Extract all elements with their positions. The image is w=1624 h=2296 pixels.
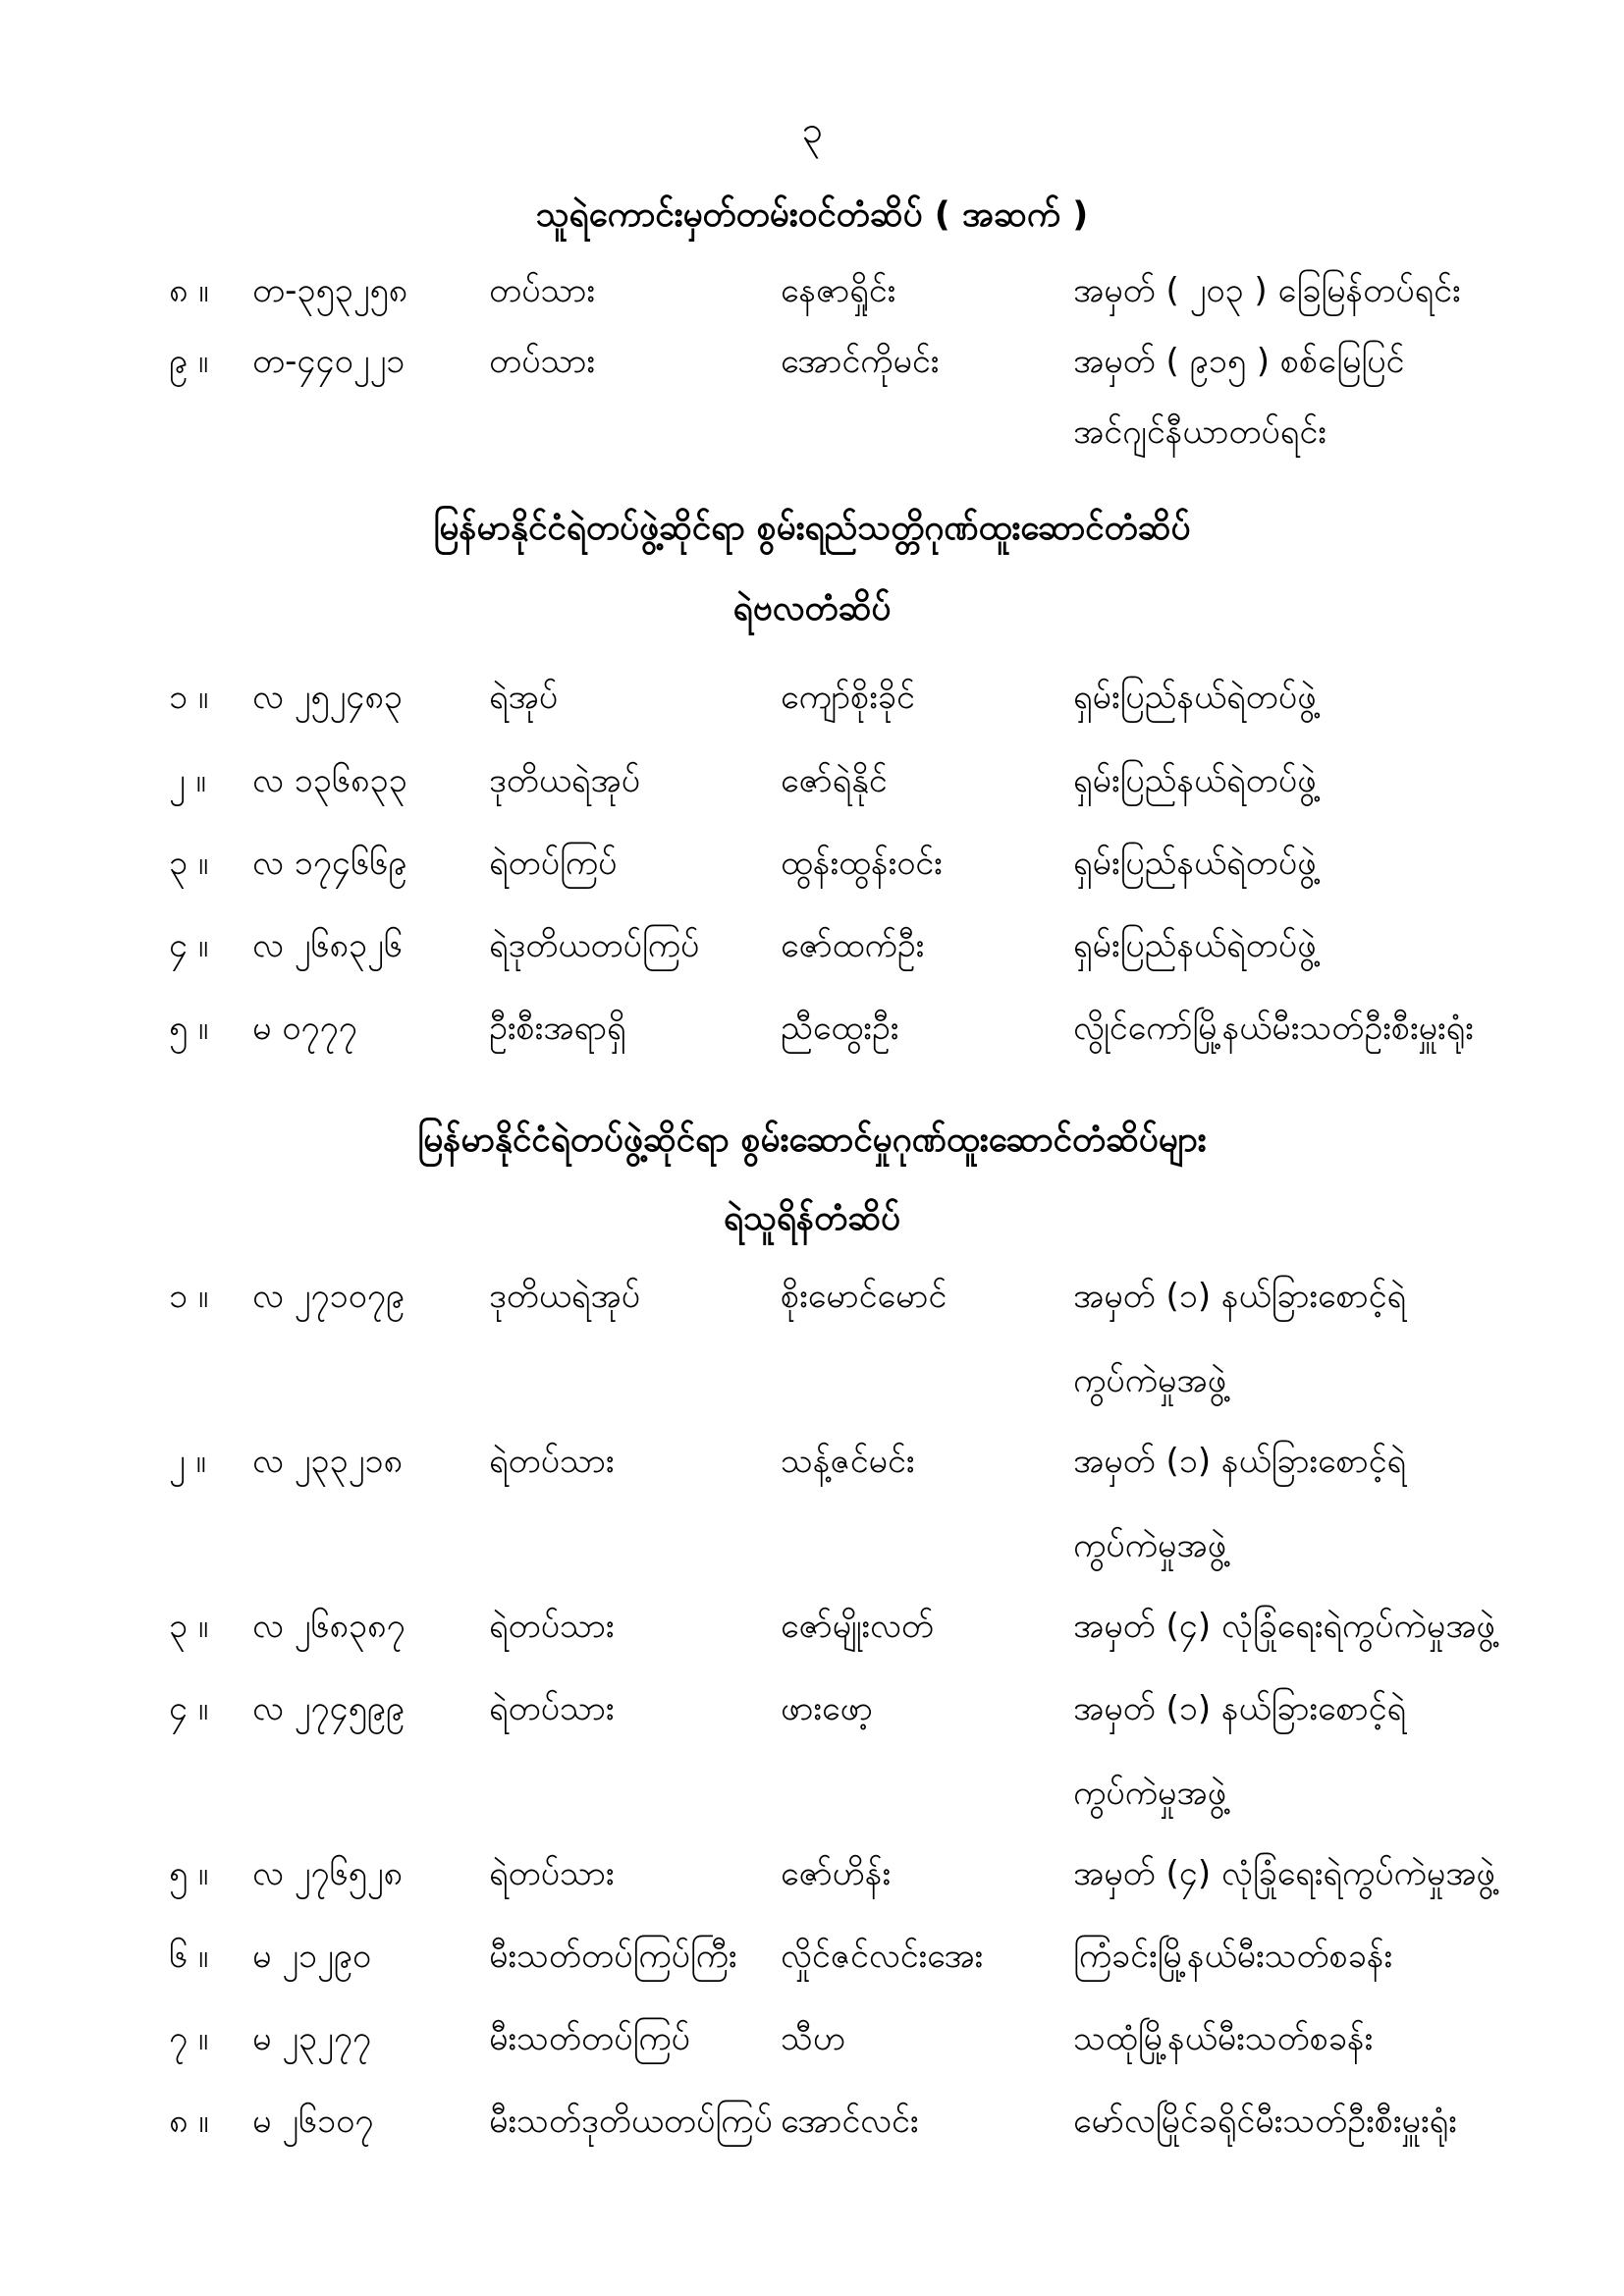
row-number: ၈ ။ [169, 271, 209, 310]
rank: ရဲတပ်ကြပ် [489, 844, 618, 883]
row-number: ၁ ။ [169, 678, 209, 717]
unit: အမှတ် ( ၂၀၃ ) ခြေမြန်တပ်ရင်း [1073, 271, 1461, 310]
table-row [0, 668, 1624, 727]
unit: မော်လမြိုင်ခရိုင်မီးသတ်ဦးစီးမှူးရုံး [1073, 2102, 1457, 2141]
unit: လွိုင်ကော်မြို့နယ်မီးသတ်ဦးစီးမှူးရုံး [1073, 1009, 1474, 1048]
row-number: ၂ ။ [169, 761, 206, 800]
unit: ရှမ်းပြည်နယ်ရဲတပ်ဖွဲ့ [1073, 761, 1317, 800]
table-row [0, 916, 1624, 975]
unit: အမှတ် (၄) လုံခြုံရေးရဲကွပ်ကဲမှုအဖွဲ့ [1073, 1854, 1495, 1893]
table-row [0, 2009, 1624, 2068]
rank: ဒုတိယရဲအုပ် [489, 1277, 640, 1316]
table-row [0, 2092, 1624, 2151]
rank: တပ်သား [489, 271, 595, 310]
row-number: ၁ ။ [169, 1277, 209, 1316]
rank: ဦးစီးအရာရှိ [489, 1009, 626, 1048]
unit: ရှမ်းပြည်နယ်ရဲတပ်ဖွဲ့ [1073, 844, 1317, 883]
section-title-hero-record-medal: သူရဲကောင်းမှတ်တမ်းဝင်တံဆိပ် ( အဆက် ) [535, 195, 1089, 235]
person-name: နေဇာရှိုင်း [781, 271, 896, 310]
service-id: မ ၂၁၂၉၀ [252, 1937, 372, 1976]
table-row [0, 1432, 1624, 1491]
rank: ရဲတပ်သား [489, 1689, 615, 1728]
unit-continuation: ကွပ်ကဲမှုအဖွဲ့ [1073, 1526, 1226, 1565]
rank: မီးသတ်တပ်ကြပ်ကြီး [489, 1937, 737, 1976]
unit: ကြံခင်းမြို့နယ်မီးသတ်စခန်း [1073, 1937, 1393, 1976]
service-id: လ ၂၆၈၃၂၆ [252, 926, 403, 965]
service-id: လ ၂၃၃၂၁၈ [252, 1442, 403, 1481]
service-id: လ ၂၅၂၄၈၃ [252, 678, 403, 717]
unit: ရှမ်းပြည်နယ်ရဲတပ်ဖွဲ့ [1073, 678, 1317, 717]
row-number: ၂ ။ [169, 1442, 206, 1481]
service-id: မ ၂၆၁၀၇ [252, 2102, 374, 2141]
person-name: ဇော်ထက်ဦး [781, 926, 925, 965]
service-id: တ-၄၄၀၂၂၁ [252, 342, 406, 381]
person-name: ဇော်မျိုးလတ် [781, 1607, 934, 1646]
unit-continuation: အင်ဂျင်နီယာတပ်ရင်း [1073, 412, 1326, 452]
unit: အမှတ် (၄) လုံခြုံရေးရဲကွပ်ကဲမှုအဖွဲ့ [1073, 1607, 1495, 1646]
row-number: ၉ ။ [169, 342, 209, 381]
row-number: ၆ ။ [169, 1937, 209, 1976]
table-row [0, 999, 1624, 1058]
person-name: စိုးမောင်မောင် [781, 1277, 947, 1316]
table-row [0, 332, 1624, 391]
service-id: လ ၂၇၁၀၇၉ [252, 1277, 406, 1316]
row-number: ၅ ။ [169, 1854, 209, 1893]
unit-continuation: ကွပ်ကဲမှုအဖွဲ့ [1073, 1361, 1226, 1400]
rank: မီးသတ်ဒုတိယတပ်ကြပ် [489, 2102, 773, 2141]
table-row [0, 1597, 1624, 1656]
service-id: တ-၃၅၃၂၅၈ [252, 271, 407, 310]
table-row [0, 1844, 1624, 1903]
person-name: သန့်ဇင်မင်း [781, 1442, 915, 1481]
row-number: ၄ ။ [169, 1689, 209, 1728]
rank: ရဲတပ်သား [489, 1607, 615, 1646]
service-id: လ ၁၇၄၆၆၉ [252, 844, 407, 883]
rank: ရဲဒုတိယတပ်ကြပ် [489, 926, 700, 965]
section-subtitle-ye-thuyein-medal: ရဲသူရိန်တံဆိပ် [723, 1199, 901, 1238]
service-id: မ ၀၇၇၇ [252, 1009, 357, 1048]
section-title-police-bravery-medal: မြန်မာနိုင်ငံရဲတပ်ဖွဲ့ဆိုင်ရာ စွမ်းရည်သတ္တိဂုဏ်ထူးဆောင်တံဆိပ် [433, 509, 1191, 548]
section-subtitle-ye-bala-medal: ရဲဗလတံဆိပ် [732, 589, 892, 629]
unit: အမှတ် ( ၉၁၅ ) စစ်မြေပြင် [1073, 342, 1405, 381]
row-number: ၃ ။ [169, 1607, 209, 1646]
row-number: ၇ ။ [169, 2019, 209, 2058]
table-row [0, 1927, 1624, 1986]
service-id: လ ၂၇၆၅၂၈ [252, 1854, 403, 1893]
person-name: ဖားဖော့ [781, 1689, 873, 1728]
unit: သထုံမြို့နယ်မီးသတ်စခန်း [1073, 2019, 1374, 2058]
table-row [0, 1267, 1624, 1326]
table-row [0, 261, 1624, 320]
person-name: ဇော်ဟိန်း [781, 1854, 892, 1893]
row-number: ၅ ။ [169, 1009, 209, 1048]
table-row [0, 834, 1624, 893]
person-name: လှိုင်ဇင်လင်းအေး [781, 1937, 984, 1976]
table-row [0, 1679, 1624, 1738]
row-number: ၈ ။ [169, 2102, 209, 2141]
service-id: မ ၂၃၂၇၇ [252, 2019, 372, 2058]
person-name: အောင်ကိုမင်း [781, 342, 940, 381]
person-name: ကျော်စိုးခိုင် [781, 678, 915, 717]
person-name: ထွန်းထွန်းဝင်း [781, 844, 943, 883]
rank: မီးသတ်တပ်ကြပ် [489, 2019, 690, 2058]
person-name: ဇော်ရဲနိုင် [781, 761, 888, 800]
row-number: ၄ ။ [169, 926, 209, 965]
unit: အမှတ် (၁) နယ်ခြားစောင့်ရဲ [1073, 1689, 1407, 1728]
unit: အမှတ် (၁) နယ်ခြားစောင့်ရဲ [1073, 1277, 1407, 1316]
service-id: လ ၁၃၆၈၃၃ [252, 761, 407, 800]
service-id: လ ၂၆၈၃၈၇ [252, 1607, 406, 1646]
rank: ရဲတပ်သား [489, 1442, 615, 1481]
table-row [0, 751, 1624, 810]
unit-continuation: ကွပ်ကဲမှုအဖွဲ့ [1073, 1774, 1226, 1813]
row-number: ၃ ။ [169, 844, 209, 883]
person-name: အောင်လင်း [781, 2102, 919, 2141]
unit: ရှမ်းပြည်နယ်ရဲတပ်ဖွဲ့ [1073, 926, 1317, 965]
rank: ရဲတပ်သား [489, 1854, 615, 1893]
person-name: သီဟ [781, 2019, 846, 2058]
service-id: လ ၂၇၄၅၉၉ [252, 1689, 406, 1728]
person-name: ညီထွေးဦး [781, 1009, 899, 1048]
section-title-police-performance-medals: မြန်မာနိုင်ငံရဲတပ်ဖွဲ့ဆိုင်ရာ စွမ်းဆောင်မှုဂုဏ်ထူးဆောင်တံဆိပ်များ [417, 1121, 1207, 1160]
rank: တပ်သား [489, 342, 595, 381]
rank: ဒုတိယရဲအုပ် [489, 761, 640, 800]
unit: အမှတ် (၁) နယ်ခြားစောင့်ရဲ [1073, 1442, 1407, 1481]
page-number: ၃ [801, 108, 823, 151]
rank: ရဲအုပ် [489, 678, 559, 717]
